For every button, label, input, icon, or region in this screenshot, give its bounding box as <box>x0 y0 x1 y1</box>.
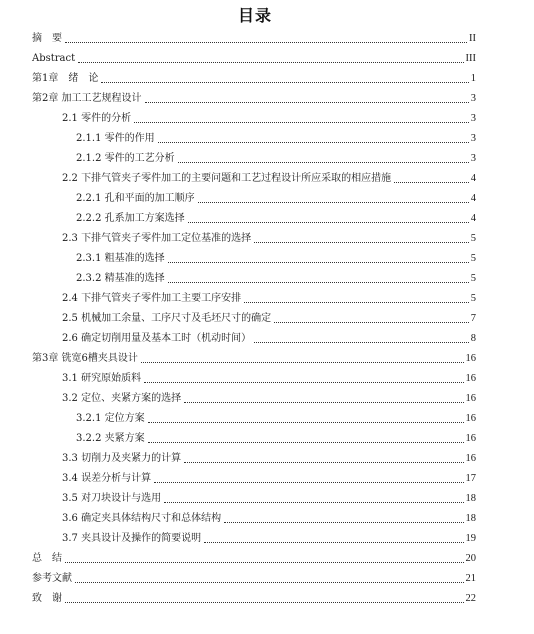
toc-entry[interactable] <box>76 410 476 426</box>
toc-dot-leader <box>141 361 464 363</box>
toc-dot-leader <box>78 61 463 63</box>
toc-dot-leader <box>75 581 464 583</box>
toc-entry[interactable] <box>32 570 476 586</box>
toc-entry[interactable] <box>62 170 476 186</box>
toc-entry-page-number: 5 <box>470 233 476 244</box>
toc-entry-page-number: 21 <box>465 573 476 584</box>
toc-dot-leader <box>65 561 464 563</box>
toc-entry-page-number: 20 <box>465 553 476 564</box>
toc-entry[interactable] <box>32 550 476 566</box>
toc-entry[interactable] <box>62 290 476 306</box>
toc-entry[interactable] <box>62 370 476 386</box>
toc-entry-page-number: 16 <box>465 353 476 364</box>
toc-dot-leader <box>168 281 469 283</box>
toc-dot-leader <box>168 261 469 263</box>
toc-entry-label: 第3章 铣宽6槽夹具设计 <box>32 353 138 364</box>
toc-entry-page-number: 3 <box>470 153 476 164</box>
toc-entry-page-number: 4 <box>470 193 476 204</box>
toc-entry-label: 致 谢 <box>32 593 62 604</box>
toc-dot-leader <box>144 381 463 383</box>
toc-entry-page-number: 16 <box>465 413 476 424</box>
toc-entry-label: 2.2.2 孔系加工方案选择 <box>76 213 185 224</box>
toc-entry-label: 第1章 绪 论 <box>32 73 99 84</box>
toc-dot-leader <box>188 221 469 223</box>
toc-entry-label: 2.6 确定切削用量及基本工时（机动时间） <box>62 333 252 344</box>
toc-dot-leader <box>101 81 468 83</box>
toc-entry-label: 第2章 加工工艺规程设计 <box>32 93 142 104</box>
toc-dot-leader <box>254 241 469 243</box>
toc-dot-leader <box>244 301 469 303</box>
toc-entry-page-number: 3 <box>470 133 476 144</box>
toc-entry[interactable] <box>62 390 476 406</box>
toc-entry-page-number: 16 <box>465 373 476 384</box>
toc-entry[interactable] <box>62 530 476 546</box>
toc-dot-leader <box>158 141 469 143</box>
toc-entry-page-number: 7 <box>470 313 476 324</box>
toc-entry-label: 3.4 误差分析与计算 <box>62 473 152 484</box>
toc-entry-page-number: II <box>469 33 476 44</box>
toc-dot-leader <box>394 181 469 183</box>
toc-title: 目录 <box>237 6 272 25</box>
toc-entry[interactable] <box>62 230 476 246</box>
toc-entry-page-number: 5 <box>470 293 476 304</box>
toc-entry-page-number: 5 <box>470 273 476 284</box>
toc-entry-label: Abstract <box>32 53 76 64</box>
toc-dot-leader <box>65 41 467 43</box>
toc-entry-label: 2.4 下排气管夹子零件加工主要工序安排 <box>62 293 242 304</box>
toc-entry[interactable] <box>62 510 476 526</box>
toc-entry-label: 参考文献 <box>32 573 72 584</box>
toc-dot-leader <box>184 401 463 403</box>
toc-entry[interactable] <box>76 190 476 206</box>
toc-entry[interactable] <box>62 470 476 486</box>
toc-dot-leader <box>254 341 469 343</box>
toc-entry-page-number: 17 <box>465 473 476 484</box>
toc-dot-leader <box>154 481 463 483</box>
toc-entry-page-number: 3 <box>470 93 476 104</box>
toc-dot-leader <box>198 201 469 203</box>
toc-entry-label: 3.7 夹具设计及操作的简要说明 <box>62 533 202 544</box>
toc-entry-label: 2.3.2 精基准的选择 <box>76 273 165 284</box>
toc-dot-leader <box>204 541 463 543</box>
toc-entry-label: 3.2 定位、夹紧方案的选择 <box>62 393 182 404</box>
toc-entry-page-number: 19 <box>465 533 476 544</box>
toc-entry-page-number: 4 <box>470 173 476 184</box>
toc-entry-label: 总 结 <box>32 553 62 564</box>
toc-dot-leader <box>65 601 464 603</box>
toc-entry-page-number: 16 <box>465 393 476 404</box>
toc-entry[interactable] <box>32 70 476 86</box>
toc-entry-page-number: III <box>465 53 476 64</box>
toc-entry-label: 3.2.1 定位方案 <box>76 413 145 424</box>
toc-entry-page-number: 3 <box>470 113 476 124</box>
toc-entry-label: 2.1 零件的分析 <box>62 113 132 124</box>
toc-entry[interactable] <box>62 490 476 506</box>
toc-entry-label: 3.6 确定夹具体结构尺寸和总体结构 <box>62 513 222 524</box>
toc-dot-leader <box>164 501 463 503</box>
toc-dot-leader <box>134 121 469 123</box>
toc-entry[interactable] <box>62 310 476 326</box>
toc-entry[interactable] <box>62 330 476 346</box>
toc-entry-page-number: 1 <box>470 73 476 84</box>
toc-entry-label: 2.3 下排气管夹子零件加工定位基准的选择 <box>62 233 252 244</box>
toc-dot-leader <box>148 441 464 443</box>
toc-entry-page-number: 18 <box>465 493 476 504</box>
toc-dot-leader <box>145 101 469 103</box>
toc-entry[interactable] <box>76 250 476 266</box>
toc-entry[interactable] <box>62 450 476 466</box>
toc-entry-page-number: 5 <box>470 253 476 264</box>
toc-entry-label: 摘 要 <box>32 33 62 44</box>
toc-entry-label: 3.2.2 夹紧方案 <box>76 433 145 444</box>
toc-entry[interactable] <box>32 590 476 606</box>
toc-entry[interactable] <box>76 430 476 446</box>
toc-entry-label: 2.2 下排气管夹子零件加工的主要问题和工艺过程设计所应采取的相应措施 <box>62 173 392 184</box>
toc-entry-label: 2.2.1 孔和平面的加工顺序 <box>76 193 195 204</box>
toc-dot-leader <box>148 421 464 423</box>
toc-entry[interactable] <box>32 90 476 106</box>
toc-entry[interactable] <box>32 30 476 46</box>
toc-entry-page-number: 16 <box>465 453 476 464</box>
toc-entry-page-number: 8 <box>470 333 476 344</box>
toc-dot-leader <box>224 521 463 523</box>
toc-entry[interactable] <box>32 350 476 366</box>
toc-entry-label: 3.5 对刀块设计与选用 <box>62 493 162 504</box>
toc-entry-label: 2.1.2 零件的工艺分析 <box>76 153 175 164</box>
toc-entry-page-number: 22 <box>465 593 476 604</box>
toc-entry[interactable] <box>76 130 476 146</box>
toc-entry-label: 2.3.1 粗基准的选择 <box>76 253 165 264</box>
toc-entry[interactable] <box>76 150 476 166</box>
toc-entry[interactable] <box>76 210 476 226</box>
toc-entry-label: 2.5 机械加工余量、工序尺寸及毛坯尺寸的确定 <box>62 313 272 324</box>
toc-entry[interactable] <box>76 270 476 286</box>
toc-entry-label: 2.1.1 零件的作用 <box>76 133 155 144</box>
toc-entry-label: 3.1 研究原始质料 <box>62 373 142 384</box>
toc-dot-leader <box>178 161 469 163</box>
toc-dot-leader <box>184 461 463 463</box>
toc-entry-label: 3.3 切削力及夹紧力的计算 <box>62 453 182 464</box>
toc-entry-page-number: 18 <box>465 513 476 524</box>
toc-entry[interactable] <box>32 50 476 66</box>
toc-entry-page-number: 16 <box>465 433 476 444</box>
toc-entry[interactable] <box>62 110 476 126</box>
toc-dot-leader <box>274 321 469 323</box>
toc-entry-page-number: 4 <box>470 213 476 224</box>
